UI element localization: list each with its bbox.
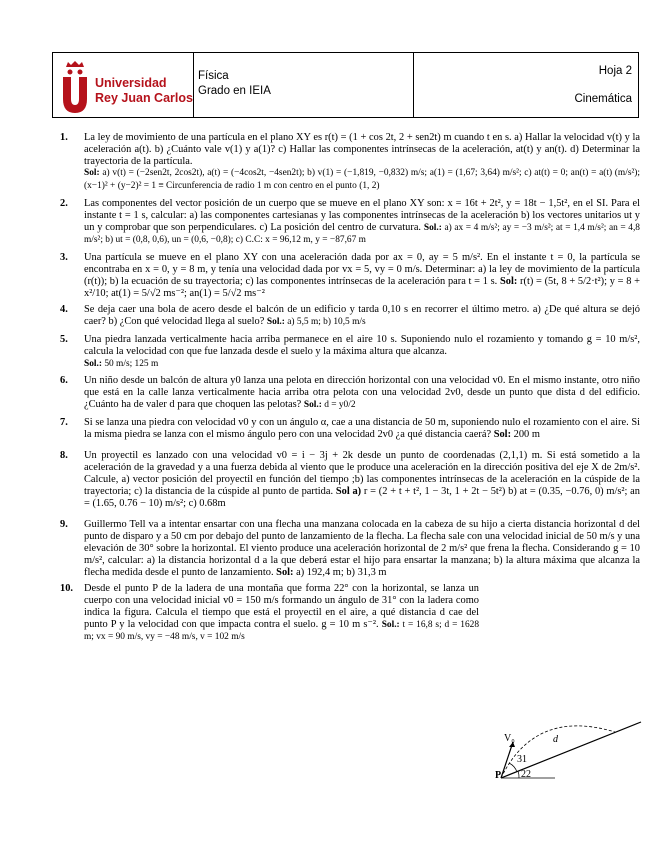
topic-name: Cinemática	[574, 93, 632, 105]
problem-3	[60, 252, 640, 299]
slope-projectile-figure	[495, 716, 645, 791]
problem-statement: Una partícula se mueve en el plano XY con una aceleración dada por ax = 0, ay = 5 m/s². En el instante t = 0, la partícula se encontraba en x = 0, y = 8 m, y tenía una velocidad dada por vx = 5, vy = 0 m/s. Determinar: a) la ley de movimiento de la partícula (r(t)); b) la ecuación de su trayectoria; c) las componentes intrínsecas de la aceleración para t = 1 s.	[84, 252, 640, 287]
point-p-label: P	[495, 770, 502, 781]
distance-label: d	[553, 734, 558, 745]
problem-list	[60, 132, 640, 649]
solution-text: a) 5,5 m; b) 10,5 m/s	[287, 317, 366, 328]
solution-text: t = 16,8 s; d = 1628 m; vx = 90 m/s, vy = −48 m/s, v = 102 m/s	[84, 619, 480, 643]
university-line1: Universidad	[95, 76, 167, 90]
problem-statement: Las componentes del vector posición de un cuerpo que se mueve en el plano XY son: x = 16t + 2t², y = 18t − 1,5t², en el SI. Para el instante t = 1 s, calcular: a) las componentes cartesianas y las componentes intrínsecas de la aceleración b) los vectores unitarios ut y un y comprobar que son perpendiculares. c) La posición del centro de curvatura.	[84, 197, 640, 233]
problem-number: 4.	[60, 304, 68, 316]
solution-text: 200 m	[513, 428, 540, 440]
problem-10	[60, 583, 640, 644]
problem-statement: Si se lanza una piedra con velocidad v0 y con un ángulo α, cae a una distancia de 50 m, suponiendo nulo el rozamiento con el aire. Si la misma piedra se lanza con el mismo ángulo pero con una velocidad 2v0 ¿a qué distancia caerá?	[84, 416, 640, 440]
problem-9	[60, 519, 640, 578]
problem-statement: Un niño desde un balcón de altura y0 lanza una pelota en dirección horizontal con una velocidad v0. En el mismo instante, otro niño que está en la calle lanza verticalmente hacia arriba otra pelota con una velocidad 2v0, desde un punto que dista d del edificio. ¿Cuánto ha de valer d para que choquen las pelotas?	[84, 375, 640, 410]
solution-label: Sol.:	[381, 619, 400, 630]
v0-label: V₀	[504, 733, 515, 744]
problem-statement: Guillermo Tell va a intentar ensartar con una flecha una manzana colocada en la cabeza de su hijo a cierta distancia horizontal d del punto de disparo y a 50 cm por debajo del punto de lanzamiento de la flecha. La flecha sale con una velocidad inicial de 50 m/s y una elevación de 30° sobre la horizontal. El viento produce una aceleración horizontal de 2 m/s² que frena la flecha. Considerando g = 10 m/s², calcular: a) la distancia horizontal d a la que deberá estar el hijo para ensartar la manzana; b) la altura máxima que alcanza la flecha medida desde el punto de lanzamiento.	[84, 519, 640, 578]
header-table	[52, 52, 639, 118]
university-logo	[53, 53, 194, 118]
problem-7	[60, 417, 640, 441]
solution-label: Sol:	[493, 428, 512, 440]
solution-label: Sol.:	[423, 222, 442, 233]
problem-statement: Desde el punto P de la ladera de una montaña que forma 22° con la horizontal, se lanza un cuerpo con una velocidad inicial v0 = 150 m/s formando un ángulo de 31° con la ladera como indica la figura. Calcula el tiempo que está el proyectil en el aire, a qué distancia d cae del punto P y la velocidad con que impacta contra el suelo. g = 10 m s⁻².	[84, 583, 479, 630]
solution-text: a) ax = 4 m/s²; ay = −3 m/s²; at = 1,4 m/s²; an = 4,8 m/s²; b) ut = (0,8, 0,6), un = (0,6, −0,8); c) C.C: x = 96,12 m, y = −87,67 m	[84, 222, 640, 246]
solution-text: r(t) = (5t, 8 + 5/2·t²); y = 8 + x²/10; at(1) = 5/√2 ms⁻²; an(1) = 5/√2 ms⁻²	[84, 275, 640, 299]
solution-text: d = y0/2	[324, 399, 356, 410]
problem-number: 2.	[60, 197, 68, 209]
problem-number: 6.	[60, 375, 68, 387]
problem-number: 3.	[60, 252, 68, 264]
solution-text: r = (2 + t + t², 1 − 3t, 1 + 2t − 5t²) b) at = (0.35, −0.76, 0) m/s²; an = (1.65, 0.76 − 10) m/s²; c) 0.68m	[84, 485, 640, 509]
problem-number: 7.	[60, 416, 68, 428]
problem-statement: Se deja caer una bola de acero desde el balcón de un edificio y tarda 0,10 s en recorrer el último metro. a) ¿De qué altura se dejó caer? b) ¿Con qué velocidad llega al suelo?	[84, 304, 640, 328]
problem-2	[60, 198, 640, 247]
problem-number: 5.	[60, 333, 68, 345]
problem-statement: Una piedra lanzada verticalmente hacia arriba permanece en el aire 10 s. Suponiendo nulo el rozamiento y tomando g = 10 m/s², calcula la velocidad con que fue lanzada desde el suelo y la máxima altura que alcanza.	[84, 333, 640, 357]
solution-label: Sol.:	[266, 317, 285, 328]
solution-text: a) 192,4 m; b) 31,3 m	[296, 566, 387, 578]
angle-arc-22	[518, 771, 519, 778]
solution-label: Sol.:	[84, 358, 102, 369]
solution-label: Sol a)	[335, 485, 362, 497]
solution-label: Sol:	[276, 566, 294, 578]
problem-number: 9.	[60, 519, 68, 531]
solution-label: Sol:	[500, 275, 518, 287]
university-emblem-icon	[60, 59, 90, 115]
degree-name: Grado en IEIA	[198, 85, 271, 97]
problem-8	[60, 450, 640, 509]
problem-statement: La ley de movimiento de una partícula en el plano XY es r(t) = (1 + cos 2t, 2 + sen2t) m cuando t en s. a) Hallar la velocidad v(t) y la aceleración a(t). b) ¿Cuánto vale v(1) y a(1)? c) Hallar las componentes intrínsecas de la aceleración, at(t) y an(t). d) Determinar la trayectoria de la partícula.	[84, 132, 640, 167]
angle-31-label: 31	[517, 754, 527, 765]
angle-arc-31	[509, 763, 517, 772]
problem-statement: Un proyectil es lanzado con una velocidad v0 = i − 3j + 2k desde un punto de coordenadas (2,1,1) m. Si está sometido a la aceleración de la gravedad y a una fuerza debida al viento que le produce una aceleración en la dirección positiva del eje X de 2m/s². Calcule, a) vector posición del proyectil en función del tiempo ;b) las componentes intrínsecas de la aceleración en la cúspide de la trayectoria; c) la distancia de la cúspide al punto de partida.	[84, 450, 640, 497]
solution-label: Sol:	[84, 168, 100, 179]
angle-22-label: 22	[521, 769, 531, 780]
solution-text: a) v(t) = (−2sen2t, 2cos2t), a(t) = (−4cos2t, −4sen2t); b) v(1) = (−1,819, −0,832) m/s; a(1) = (1,67; 3,64) m/s²; c) at(t) = 0; an(t) = a(t) (m/s²); (x−1)² + (y−2)² = 1 ≡ Circunferencia de radio 1 m con centro en el punto (1, 2)	[84, 168, 641, 192]
problem-4	[60, 304, 640, 329]
subject-cell	[194, 53, 414, 118]
problem-number: 10.	[60, 583, 73, 595]
problem-1	[60, 132, 640, 193]
university-line2: Rey Juan Carlos	[95, 91, 193, 105]
subject-name: Física	[198, 70, 229, 82]
solution-label: Sol.:	[303, 399, 322, 410]
problem-5	[60, 334, 640, 370]
sheet-number: Hoja 2	[598, 65, 632, 77]
problem-6	[60, 375, 640, 411]
problem-number: 8.	[60, 450, 68, 462]
problem-number: 1.	[60, 132, 68, 143]
trajectory-dashed-curve	[501, 726, 615, 778]
sheet-cell	[414, 53, 639, 118]
solution-text: 50 m/s; 125 m	[104, 358, 159, 369]
